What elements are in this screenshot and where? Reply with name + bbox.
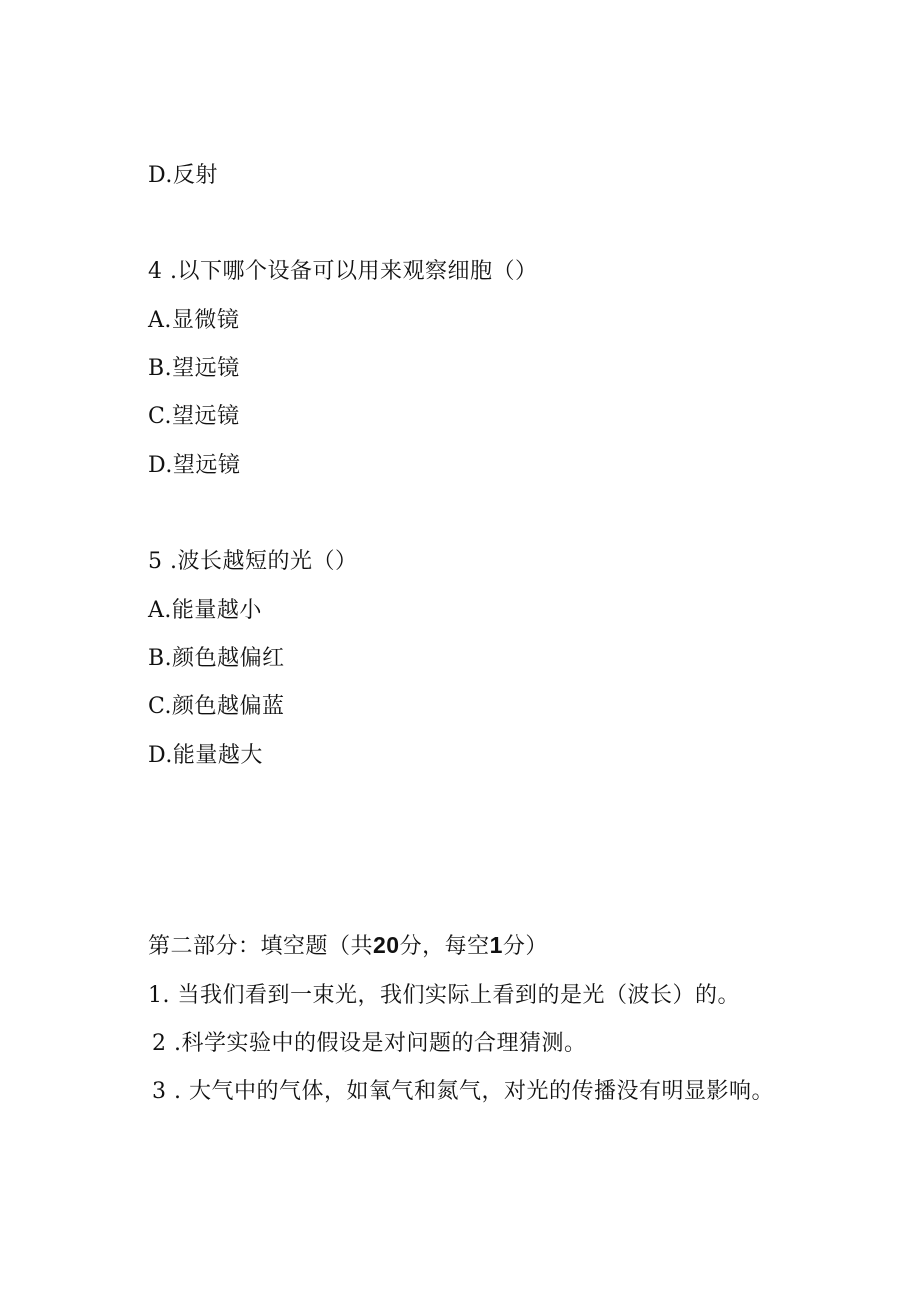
q5-option-d: D.能量越大 <box>148 743 263 768</box>
q4-option-b: B.望远镜 <box>148 356 240 381</box>
q4-question: 4 .以下哪个设备可以用来观察细胞（） <box>148 259 538 284</box>
section2-heading <box>148 930 548 962</box>
q4-option-a: A.显微镜 <box>148 308 240 333</box>
section2-heading-prefix: 第二部分：填空题（共 <box>148 934 374 959</box>
q5-option-c: C.颜色越偏蓝 <box>148 694 285 719</box>
section2-per-blank: 1 <box>489 932 503 958</box>
fill-item-1: 1. 当我们看到一束光，我们实际上看到的是光（波长）的。 <box>148 983 740 1008</box>
q5-option-b: B.颜色越偏红 <box>148 646 285 671</box>
q5-option-a: A.能量越小 <box>148 598 262 623</box>
q3-option-d: D.反射 <box>148 163 218 188</box>
fill-item-2: 2 .科学实验中的假设是对问题的合理猜测。 <box>152 1031 587 1056</box>
q4-option-c: C.望远镜 <box>148 404 240 429</box>
q4-option-d: D.望远镜 <box>148 453 241 478</box>
fill-item-3: 3 . 大气中的气体，如氧气和氮气，对光的传播没有明显影响。 <box>152 1079 774 1104</box>
section2-total-points: 20 <box>373 932 400 958</box>
q5-question: 5 .波长越短的光（） <box>148 549 358 574</box>
section2-heading-suffix: 分） <box>502 934 548 959</box>
section2-heading-middle: 分，每空 <box>399 934 490 959</box>
